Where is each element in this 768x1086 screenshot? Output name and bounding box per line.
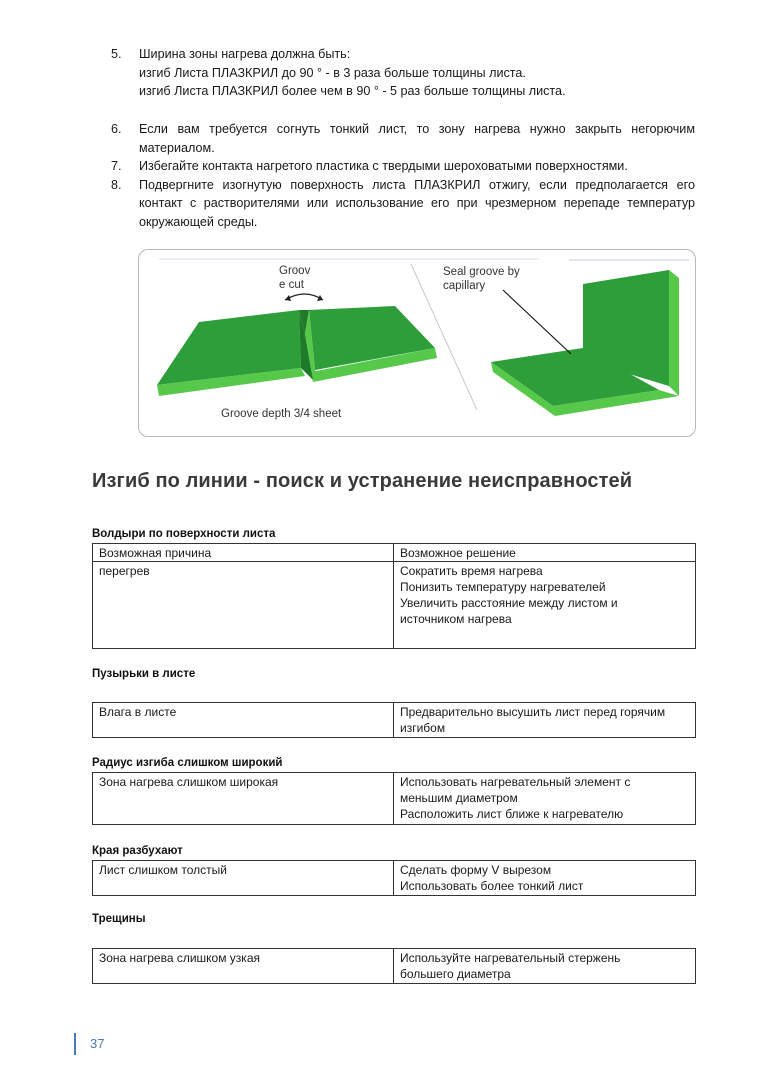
troubleshooting-table <box>92 543 696 649</box>
solution-cell: Использовать нагревательный элемент с меньшим диаметром Расположить лист ближе к нагревателю <box>394 773 696 825</box>
group-title: Трещины <box>92 913 146 925</box>
table-row <box>93 562 696 649</box>
list-number: 5. <box>111 47 122 61</box>
header-solution: Возможное решение <box>394 544 696 562</box>
header-cause: Возможная причина <box>93 544 394 562</box>
group-title: Края разбухают <box>92 845 183 857</box>
troubleshooting-table <box>92 860 696 896</box>
cause-cell: Зона нагрева слишком узкая <box>93 949 394 984</box>
group-title: Пузырьки в листе <box>92 668 196 680</box>
arrow-head <box>317 295 323 301</box>
solution-cell: Предварительно высушить лист перед горячим изгибом <box>394 703 696 738</box>
list-item-7 <box>111 157 695 176</box>
cause-cell: Влага в листе <box>93 703 394 738</box>
numbered-list <box>111 45 695 101</box>
table-row <box>93 861 696 896</box>
group-title: Волдыри по поверхности листа <box>92 528 276 540</box>
troubleshooting-table <box>92 702 696 738</box>
table-row <box>93 773 696 825</box>
list-number: 7. <box>111 159 122 173</box>
seal-groove-label: Seal groove by capillary <box>443 266 520 292</box>
list-item-6 <box>111 120 695 157</box>
cause-cell: Зона нагрева слишком широкая <box>93 773 394 825</box>
list-number: 6. <box>111 122 122 136</box>
list-line: изгиб Листа ПЛАЗКРИЛ до 90 ° - в 3 раза больше толщины листа. <box>139 65 526 80</box>
list-line: Ширина зоны нагрева должна быть: <box>139 47 351 61</box>
grooved-sheet <box>157 306 437 396</box>
table-row <box>93 949 696 984</box>
solution-cell: Используйте нагревательный стержень большего диаметра <box>394 949 696 984</box>
cause-cell: перегрев <box>93 562 394 649</box>
troubleshooting-table <box>92 948 696 984</box>
list-item-8 <box>111 176 695 232</box>
numbered-list-continued <box>111 120 695 231</box>
list-text: Подвергните изогнутую поверхность листа ПЛАЗКРИЛ отжигу, если предполагается его контакт с растворителями или использование его при чрезмерном перепаде температур окружающей среды. <box>139 177 695 229</box>
table-row <box>93 703 696 738</box>
groove-depth-label: Groove depth 3/4 sheet <box>221 408 342 420</box>
groove-arrow <box>285 294 323 300</box>
list-text: Если вам требуется согнуть тонкий лист, то зону нагрева нужно закрыть негорючим материалом. <box>139 122 695 155</box>
group-title: Радиус изгиба слишком широкий <box>92 757 283 769</box>
groove-label: Groov e cut <box>279 265 311 291</box>
page-number: 37 <box>74 1033 104 1055</box>
list-line: изгиб Листа ПЛАЗКРИЛ более чем в 90 ° - 5 раз больше толщины листа. <box>139 84 566 98</box>
list-item-5 <box>111 45 695 101</box>
section-title: Изгиб по линии - поиск и устранение неисправностей <box>92 470 633 492</box>
table-header-row <box>93 544 696 562</box>
solution-cell: Сделать форму V вырезом Использовать более тонкий лист <box>394 861 696 896</box>
bending-illustration <box>138 249 696 437</box>
list-text: Избегайте контакта нагретого пластика с твердыми шероховатыми поверхностями. <box>139 159 628 173</box>
arrow-head <box>285 295 291 301</box>
list-number: 8. <box>111 177 122 192</box>
cause-cell: Лист слишком толстый <box>93 861 394 896</box>
leader-line <box>503 290 571 354</box>
troubleshooting-table <box>92 772 696 825</box>
solution-cell: Сократить время нагрева Понизить температуру нагревателей Увеличить расстояние между листом и источником нагрева <box>394 562 696 649</box>
